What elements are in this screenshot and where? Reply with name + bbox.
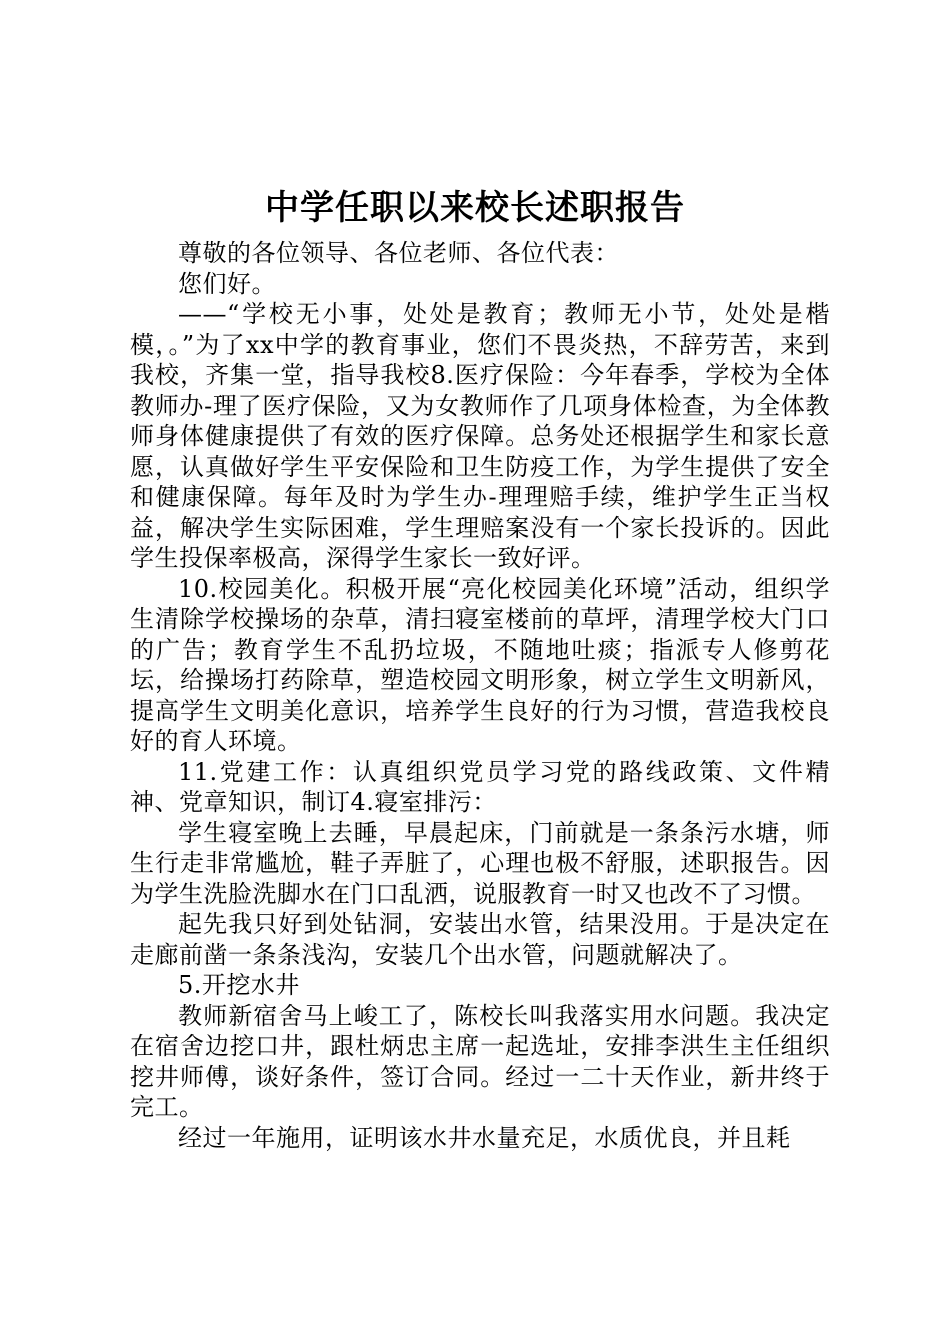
paragraph-party-building: 11.党建工作：认真组织党员学习党的路线政策、文件精神、党章知识，制订4.寝室排污：: [130, 757, 830, 816]
paragraph-well-result: 经过一年施用，证明该水井水量充足，水质优良，并且耗: [178, 1123, 791, 1152]
paragraph-drainage-solution: 起先我只好到处钻洞，安装出水管，结果没用。于是决定在走廊前凿一条条浅沟，安装几个出水管，问题就解决了。: [130, 910, 830, 969]
paragraph-well-construction: 教师新宿舍马上峻工了，陈校长叫我落实用水问题。我决定在宿舍边挖口井，跟杜炳忠主席一起选址，安排李洪生主任组织挖井师傅，谈好条件，签订合同。经过一二十天作业，新井终于完工。: [130, 1001, 830, 1121]
document-title: 中学任职以来校长述职报告: [265, 188, 685, 228]
paragraph-dorm-drainage: 学生寝室晚上去睡，早晨起床，门前就是一条条污水塘，师生行走非常尴尬，鞋子弄脏了，心理也极不舒服，述职报告。因为学生洗脸洗脚水在门口乱洒，说服教育一时又也改不了习惯。: [130, 818, 830, 908]
document-body: [130, 238, 830, 1153]
paragraph-greeting: 您们好。: [178, 269, 276, 298]
paragraph-salutation: 尊敬的各位领导、各位老师、各位代表：: [178, 239, 619, 267]
paragraph-well-heading: 5.开挖水井: [178, 971, 300, 999]
paragraph-medical-insurance: ——“学校无小事，处处是教育；教师无小节，处处是楷模，。”为了xx中学的教育事业，您们不畏炎热，不辞劳苦，来到我校，齐集一堂，指导我校8.医疗保险：今年春季，学校为全体教师办-理了医疗保险，又为女教师作了几项身体检查，为全体教师身体健康提供了有效的医疗保障。总务处还根据学生和家长意愿，认真做好学生平安保险和卫生防疫工作，为学生提供了安全和健康保障。每年及时为学生办-理理赔手续，维护学生正当权益，解决学生实际困难，学生理赔案没有一个家长投诉的。因此学生投保率极高，深得学生家长一致好评。: [130, 300, 830, 572]
paragraph-campus-beautification: 10.校园美化。积极开展“亮化校园美化环境”活动，组织学生清除学校操场的杂草，清扫寝室楼前的草坪，清理学校大门口的广告；教育学生不乱扔垃圾，不随地吐痰；指派专人修剪花坛，给操场打药除草，塑造校园文明形象，树立学生文明新风，提高学生文明美化意识，培养学生良好的行为习惯，营造我校良好的育人环境。: [130, 574, 830, 755]
